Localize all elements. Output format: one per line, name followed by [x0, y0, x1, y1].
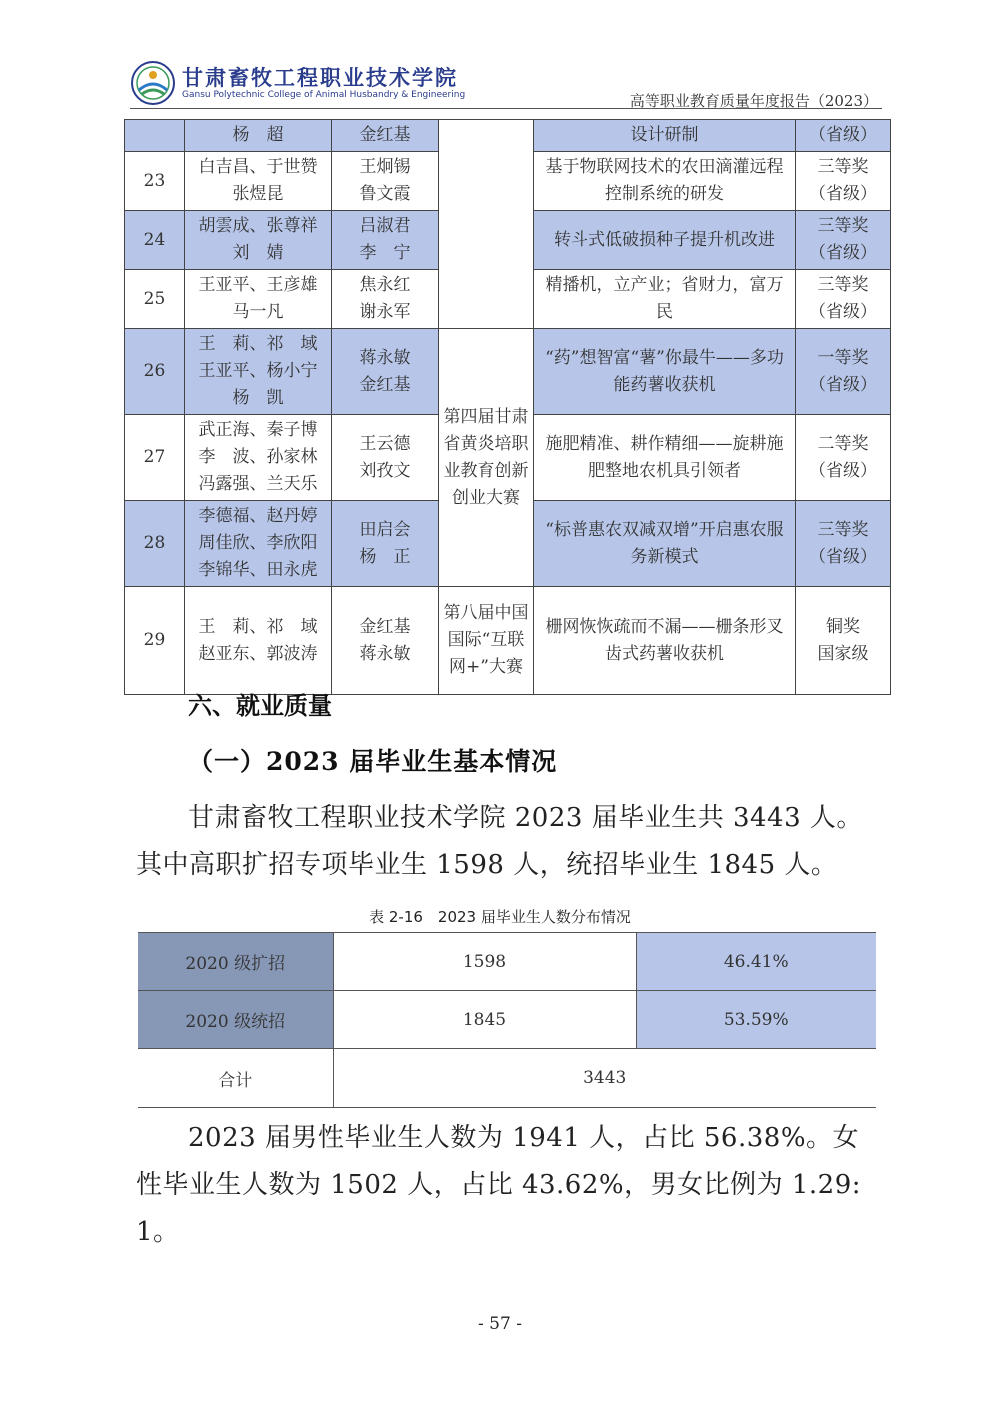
project-name: “药”想智富“薯”你最牛——多功能药薯收获机	[534, 329, 796, 415]
team-members: 白吉昌、于世赞 张煜昆	[185, 152, 332, 211]
paragraph-graduates-total: 甘肃畜牧工程职业技术学院 2023 届毕业生共 3443 人。其中高职扩招专项毕业生 1598 人，统招毕业生 1845 人。	[136, 803, 863, 880]
header-divider	[130, 108, 882, 109]
cohort-label: 2020 级统招	[138, 991, 333, 1049]
award-level: 铜奖 国家级	[796, 587, 891, 695]
cohort-percent: 53.59%	[636, 991, 876, 1049]
project-name: 栅网恢恢疏而不漏——栅条形叉齿式药薯收获机	[534, 587, 796, 695]
team-members: 王亚平、王彦雄 马一凡	[185, 270, 332, 329]
advisors: 金红基	[332, 120, 439, 152]
awards-table	[124, 119, 891, 695]
project-name: 转斗式低破损种子提升机改进	[534, 211, 796, 270]
award-level: （省级）	[796, 120, 891, 152]
advisors: 王炯锡 鲁文霞	[332, 152, 439, 211]
team-members: 武正海、秦子博 李 波、孙家林 冯露强、兰天乐	[185, 415, 332, 501]
page-number: - 57 -	[478, 1314, 522, 1334]
project-name: 基于物联网技术的农田滴灌远程控制系统的研发	[534, 152, 796, 211]
project-name: 设计研制	[534, 120, 796, 152]
team-members: 王 莉、祁 域 赵亚东、郭波涛	[185, 587, 332, 695]
project-name: 施肥精准、耕作精细——旋耕施肥整地农机具引领者	[534, 415, 796, 501]
team-members: 杨 超	[185, 120, 332, 152]
table-row-total	[138, 1049, 876, 1108]
competition-name: 第八届中国国际“互联网+”大赛	[439, 587, 534, 695]
row-number: 27	[125, 415, 185, 501]
advisors: 金红基 蒋永敏	[332, 587, 439, 695]
project-name: “标普惠农双减双增”开启惠农服务新模式	[534, 501, 796, 587]
advisors: 田启会 杨 正	[332, 501, 439, 587]
table-row	[125, 120, 891, 152]
advisors: 王云德 刘孜文	[332, 415, 439, 501]
award-level: 三等奖 （省级）	[796, 270, 891, 329]
row-number: 24	[125, 211, 185, 270]
advisors: 焦永红 谢永军	[332, 270, 439, 329]
row-number: 29	[125, 587, 185, 695]
page-header	[130, 58, 882, 110]
row-number: 28	[125, 501, 185, 587]
school-name-cn: 甘肃畜牧工程职业技术学院	[182, 66, 458, 90]
total-label: 合计	[138, 1049, 333, 1108]
school-name-en: Gansu Polytechnic College of Animal Husbandry & Engineering	[182, 90, 466, 100]
row-number: 26	[125, 329, 185, 415]
advisors: 吕淑君 李 宁	[332, 211, 439, 270]
award-level: 一等奖 （省级）	[796, 329, 891, 415]
school-logo-icon	[130, 60, 176, 106]
row-number	[125, 120, 185, 152]
table-row	[138, 933, 876, 991]
row-number: 23	[125, 152, 185, 211]
section-subtitle: （一）2023 届毕业生基本情况	[188, 747, 558, 776]
team-members: 王 莉、祁 域 王亚平、杨小宁 杨 凯	[185, 329, 332, 415]
graduates-table	[138, 932, 876, 1108]
cohort-label: 2020 级扩招	[138, 933, 333, 991]
table-row	[125, 329, 891, 415]
award-level: 三等奖 （省级）	[796, 152, 891, 211]
row-number: 25	[125, 270, 185, 329]
report-title: 高等职业教育质量年度报告（2023）	[629, 92, 878, 110]
advisors: 蒋永敏 金红基	[332, 329, 439, 415]
table-row	[138, 991, 876, 1049]
table-caption: 表 2-16 2023 届毕业生人数分布情况	[369, 908, 631, 926]
award-level: 二等奖 （省级）	[796, 415, 891, 501]
cohort-percent: 46.41%	[636, 933, 876, 991]
table-row	[125, 587, 891, 695]
team-members: 李德福、赵丹婷 周佳欣、李欣阳 李锦华、田永虎	[185, 501, 332, 587]
total-value: 3443	[333, 1049, 876, 1108]
competition-name: 第四届甘肃省黄炎培职业教育创新创业大赛	[439, 329, 534, 587]
award-level: 三等奖 （省级）	[796, 211, 891, 270]
competition-cell-prev	[439, 120, 534, 329]
section-title: 六、就业质量	[188, 692, 332, 720]
cohort-count: 1845	[333, 991, 636, 1049]
cohort-count: 1598	[333, 933, 636, 991]
project-name: 精播机，立产业；省财力，富万民	[534, 270, 796, 329]
paragraph-gender-ratio: 2023 届男性毕业生人数为 1941 人，占比 56.38%。女性毕业生人数为 1502 人，占比 43.62%，男女比例为 1.29: 1。	[136, 1123, 862, 1247]
award-level: 三等奖 （省级）	[796, 501, 891, 587]
team-members: 胡雲成、张尊祥 刘 婧	[185, 211, 332, 270]
